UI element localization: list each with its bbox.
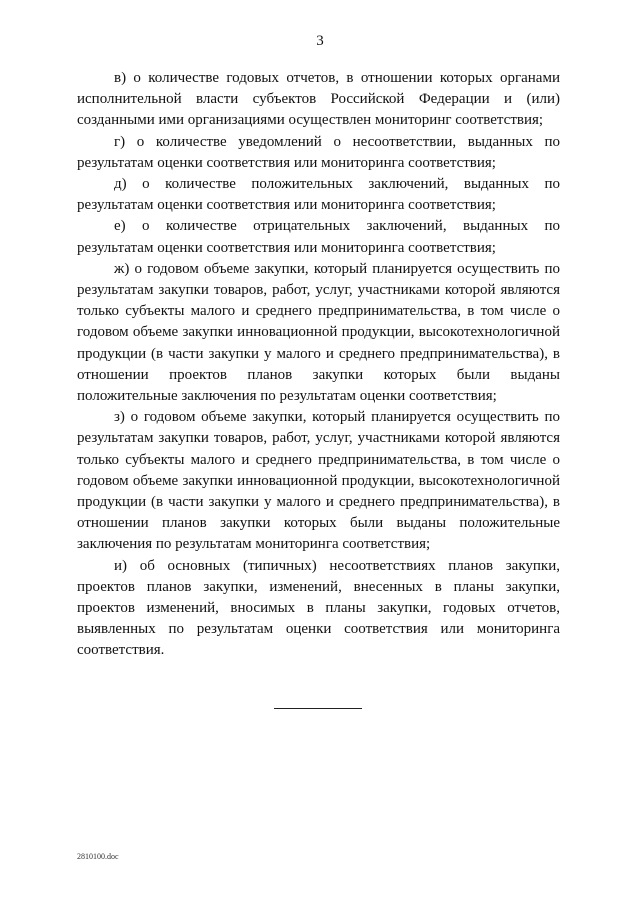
document-body [77,68,560,662]
paragraph-i: и) об основных (типичных) несоответствиях планов закупки, проектов планов закупки, изменений, внесенных в планы закупки, проектов изменений, вносимых в планы закупки, годовых отчетов, выявленных по результатам оценки соответствия или мониторинга соответствия. [77,557,560,659]
paragraph-g: г) о количестве уведомлений о несоответствии, выданных по результатам оценки соответствия или мониторинга соответствия; [77,133,560,171]
paragraph-z: з) о годовом объеме закупки, который планируется осуществить по результатам закупки товаров, работ, услуг, участниками которой являются только субъекты малого и среднего предпринимательства, в том числе о годовом объеме закупки инновационной продукции, высокотехнологичной продукции (в части закупки у малого и среднего предпринимательства), в отношении планов закупки которых были выданы положительные заключения по результатам мониторинга соответствия; [77,409,560,553]
paragraph-d: д) о количестве положительных заключений, выданных по результатам оценки соответствия или мониторинга соответствия; [77,176,560,214]
page-number: 3 [316,33,324,49]
footer-file-code: 2810100.doc [77,852,119,861]
paragraph-zh: ж) о годовом объеме закупки, который планируется осуществить по результатам закупки товаров, работ, услуг, участниками которой являются только субъекты малого и среднего предпринимательства, в том числе о годовом объеме закупки инновационной продукции, высокотехнологичной продукции (в части закупки у малого и среднего предпринимательства), в отношении проектов планов закупки которых были выданы положительные заключения по результатам оценки соответствия; [77,260,560,405]
paragraph-e: е) о количестве отрицательных заключений, выданных по результатам оценки соответствия или мониторинга соответствия; [77,218,560,256]
end-divider [274,708,362,709]
paragraph-v: в) о количестве годовых отчетов, в отношении которых органами исполнительной власти субъектов Российской Федерации и (или) созданными ими организациями осуществлен мониторинг соответствия; [77,70,560,129]
